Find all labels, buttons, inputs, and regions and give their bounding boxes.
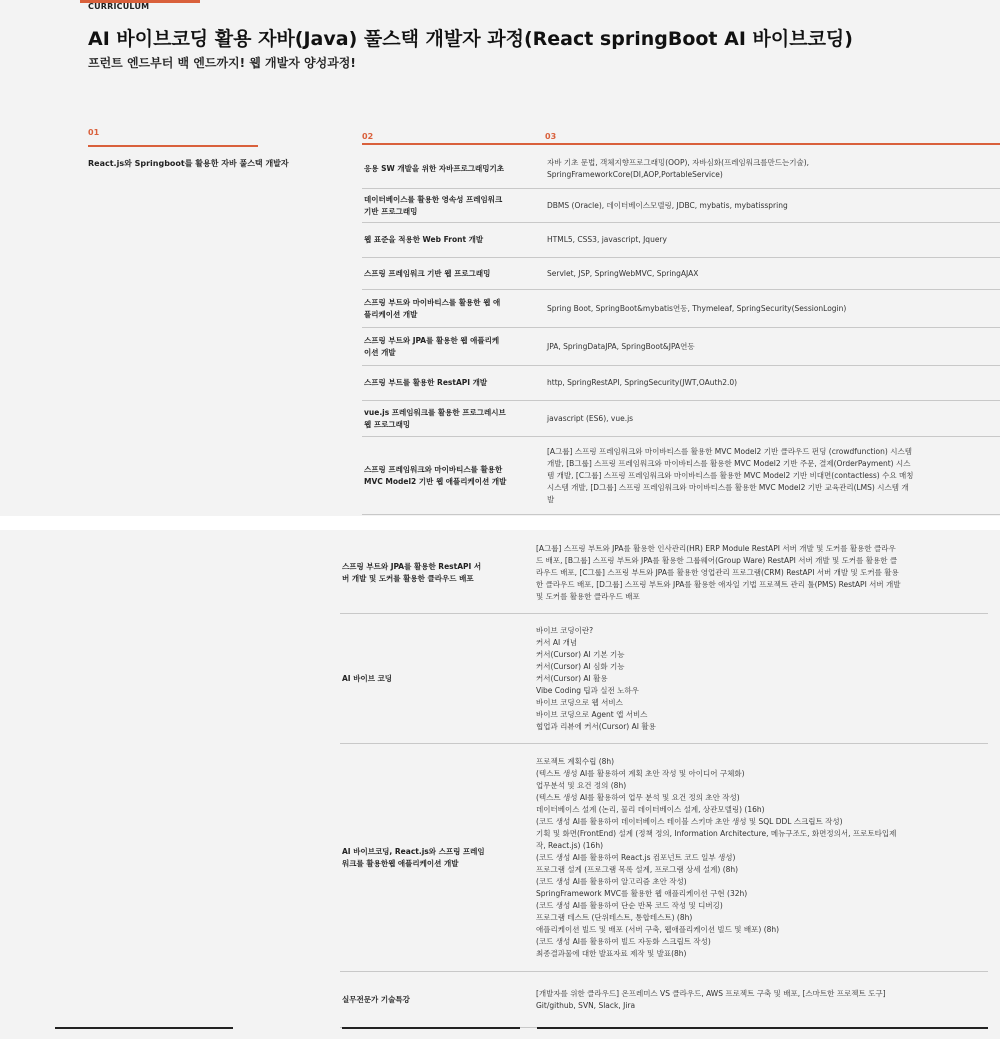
row-subject <box>340 994 536 1006</box>
curriculum-row <box>340 744 988 972</box>
content-line: 기획 및 화면(FrontEnd) 설계 (정책 정의, Information Architecture, 메뉴구조도, 화면정의서, 프로토타입제 <box>536 828 897 838</box>
subject-line: 웹 표준을 적용한 Web Front 개발 <box>364 235 484 244</box>
subject-line: 웹 프로그래밍 <box>364 419 411 429</box>
subject-line: 스프링 부트와 마이바티스를 활용한 웹 애 <box>364 297 501 307</box>
footer-line-right <box>537 1027 988 1029</box>
row-content <box>547 157 997 181</box>
page-title: AI 바이브코딩 활용 자바(Java) 풀스택 개발자 과정(React springBoot AI 바이브코딩) <box>88 28 853 50</box>
row-content <box>536 756 986 960</box>
content-line: Servlet, JSP, SpringWebMVC, SpringAJAX <box>547 268 699 278</box>
content-line: 업무분석 및 요건 정의 (8h) <box>536 780 627 790</box>
content-line: (텍스트 생성 AI를 활용하여 계획 초안 작성 및 아이디어 구체화) <box>536 768 745 778</box>
content-line: 프로그램 테스트 (단위테스트, 통합테스트) (8h) <box>536 912 693 922</box>
row-content <box>547 268 997 280</box>
content-line: 자바 기초 문법, 객체지향프로그래밍(OOP), 자바심화(프레임워크를만드는기술), <box>547 157 810 167</box>
curriculum-row <box>362 223 1000 258</box>
section-label: CURRICULUM <box>88 2 150 11</box>
curriculum-row <box>362 366 1000 401</box>
content-line: javascript (ES6), vue.js <box>547 413 634 423</box>
subject-line: 데이터베이스를 활용한 영속성 프레임워크 <box>364 194 503 204</box>
column-number-03: 03 <box>545 132 557 141</box>
footer-line-mid <box>342 1027 520 1029</box>
subject-line: 응용 SW 개발을 위한 자바프로그래밍기초 <box>364 163 505 173</box>
content-line: 개발, [B그룹] 스프링 프레임워크와 마이바티스를 활용한 MVC Model2 기반 주문, 결제(OrderPayment) 시스 <box>547 458 911 468</box>
row-subject <box>362 297 547 321</box>
row-content <box>547 200 997 212</box>
content-line: 시스템 개발, [D그룹] 스프링 프레임워크와 마이바티스를 활용한 MVC Model2 기반 교육관리(LMS) 시스템 개 <box>547 482 909 492</box>
content-line: 바이브 코딩으로 Agent 앱 서비스 <box>536 709 648 719</box>
subject-line: 워크를 활용한웹 애플리케이션 개발 <box>342 858 459 868</box>
subject-line: MVC Model2 기반 웹 애플리케이션 개발 <box>364 476 507 486</box>
content-line: JPA, SpringDataJPA, SpringBoot&JPA연동 <box>547 341 695 351</box>
row-subject <box>362 234 547 246</box>
row-subject <box>362 377 547 389</box>
subject-line: vue.js 프레임워크를 활용한 프로그레시브 <box>364 407 506 417</box>
content-line: http, SpringRestAPI, SpringSecurity(JWT,OAuth2.0) <box>547 378 738 387</box>
subject-line: 실무전문가 기술특강 <box>342 994 410 1004</box>
row-subject <box>362 407 547 431</box>
curriculum-row <box>362 149 1000 189</box>
curriculum-row <box>362 437 1000 515</box>
row-content <box>547 413 997 425</box>
content-line: Spring Boot, SpringBoot&mybatis연동, Thymeleaf, SpringSecurity(SessionLogin) <box>547 303 847 313</box>
row-subject <box>340 846 536 870</box>
content-line: SpringFramework MVC를 활용한 웹 애플리케이션 구현 (32h) <box>536 888 748 898</box>
content-line: 템 개발, [C그룹] 스프링 프레임워크와 마이바티스를 활용한 MVC Model2 기반 비대면(contactless) 수요 매칭 <box>547 470 914 480</box>
subject-line: 스프링 프레임워크와 마이바티스를 활용한 <box>364 464 503 474</box>
content-line: 라우드 배포, [C그룹] 스프링 부트와 JPA를 활용한 영업관리 프로그램(CRM) RestAPI 서버 개발 및 도커를 활용 <box>536 567 899 577</box>
content-line: 바이브 코딩으로 웹 서비스 <box>536 697 623 707</box>
row-content <box>547 377 997 389</box>
row-content <box>547 446 997 506</box>
footer-line-left <box>55 1027 233 1029</box>
content-line: 협업과 리뷰에 커서(Cursor) AI 활용 <box>536 721 656 731</box>
content-line: (코드 생성 AI를 활용하여 데이터베이스 테이블 스키마 초안 생성 및 SQL DDL 스크립트 작성) <box>536 816 843 826</box>
column-underline-03 <box>545 143 1000 145</box>
content-line: 발 <box>547 494 555 504</box>
row-content <box>547 341 997 353</box>
content-line: 애플리케이션 빌드 및 배포 (서버 구축, 웹애플리케이션 빌드 및 배포) (8h) <box>536 924 780 934</box>
content-line: Vibe Coding 팁과 실전 노하우 <box>536 685 639 695</box>
row-subject <box>362 335 547 359</box>
row-subject <box>340 561 536 585</box>
curriculum-row <box>340 614 988 744</box>
subject-line: 스프링 프레임워크 기반 웹 프로그래밍 <box>364 268 491 278</box>
row-content <box>547 303 997 315</box>
column-underline-01 <box>88 145 258 147</box>
panel-gap <box>0 516 1000 530</box>
content-line: SpringFrameworkCore(DI,AOP,PortableService) <box>547 169 723 179</box>
subject-line: 스프링 부트를 활용한 RestAPI 개발 <box>364 378 488 387</box>
content-line: (텍스트 생성 AI를 활용하여 업무 분석 및 요건 정의 초안 작성) <box>536 792 740 802</box>
content-line: 커서(Cursor) AI 기본 기능 <box>536 649 625 659</box>
curriculum-row <box>340 972 988 1028</box>
content-line: [A그룹] 스프링 부트와 JPA를 활용한 인사관리(HR) ERP Module RestAPI 서버 개발 및 도커를 활용한 클라우 <box>536 543 896 553</box>
content-line: [개발자를 위한 클라우드] 온프레미스 VS 클라우드, AWS 프로젝트 구축 및 배포, [스마트한 프로젝트 도구] <box>536 988 886 998</box>
content-line: (코드 생성 AI를 활용하여 빌드 자동화 스크립트 작성) <box>536 936 711 946</box>
row-subject <box>340 673 536 685</box>
content-line: 커서(Cursor) AI 심화 기능 <box>536 661 625 671</box>
content-line: 데이터베이스 설계 (논리, 물리 데이터베이스 설계, 상관모델링) (16h) <box>536 804 765 814</box>
content-line: DBMS (Oracle), 데이터베이스모델링, JDBC, mybatis, mybatisspring <box>547 200 788 210</box>
subject-line: 이션 개발 <box>364 347 396 357</box>
content-line: 바이브 코딩이란? <box>536 625 594 635</box>
content-line: 커서 AI 개념 <box>536 637 578 647</box>
content-line: 한 클라우드 배포, [D그룹] 스프링 부트와 JPA를 활용한 애자일 기법 프로젝트 관리 툴(PMS) RestAPI 서버 개발 <box>536 579 901 589</box>
content-line: 드 배포, [B그룹] 스프링 부트와 JPA를 활용한 그룹웨어(Group Ware) RestAPI 서버 개발 및 도커를 활용한 클 <box>536 555 898 565</box>
subject-line: 기반 프로그래밍 <box>364 206 418 216</box>
content-line: (코드 생성 AI를 활용하여 알고리즘 초안 작성) <box>536 876 687 886</box>
row-subject <box>362 194 547 218</box>
content-line: 최종결과물에 대한 발표자료 제작 및 발표(8h) <box>536 948 687 958</box>
page-subtitle: 프런트 엔드부터 백 엔드까지! 웹 개발자 양성과정! <box>88 56 356 70</box>
content-line: 프로젝트 계획수립 (8h) <box>536 756 615 766</box>
content-line: 및 도커를 활용한 클라우드 배포 <box>536 591 640 601</box>
column-number-01: 01 <box>88 128 100 137</box>
row-subject <box>362 464 547 488</box>
subject-line: 버 개발 및 도커를 활용한 클라우드 배포 <box>342 573 474 583</box>
curriculum-row <box>340 532 988 614</box>
row-subject <box>362 268 547 280</box>
subject-line: 스프링 부트와 JPA를 활용한 RestAPI 서 <box>342 561 482 571</box>
content-line: HTML5, CSS3, javascript, Jquery <box>547 235 667 244</box>
curriculum-row <box>362 328 1000 366</box>
curriculum-row <box>362 258 1000 290</box>
column-number-02: 02 <box>362 132 374 141</box>
curriculum-row <box>362 290 1000 328</box>
content-line: 작, React.js) (16h) <box>536 840 603 850</box>
curriculum-row <box>362 189 1000 223</box>
row-subject <box>362 163 547 175</box>
content-line: [A그룹] 스프링 프레임워크와 마이바티스를 활용한 MVC Model2 기반 클라우드 펀딩 (crowdfunction) 시스템 <box>547 446 912 456</box>
content-line: Git/github, SVN, Slack, Jira <box>536 1000 636 1010</box>
column-underline-02 <box>362 143 545 145</box>
row-content <box>536 543 986 603</box>
subject-line: AI 바이브 코딩 <box>342 673 393 683</box>
subject-line: 스프링 부트와 JPA를 활용한 웹 애플리케 <box>364 335 500 345</box>
content-line: (코드 생성 AI를 활용하여 React.js 컴포넌트 코드 일부 생성) <box>536 852 736 862</box>
curriculum-row <box>362 401 1000 437</box>
row-content <box>547 234 997 246</box>
content-line: 프로그램 설계 (프로그램 목록 설계, 프로그램 상세 설계) (8h) <box>536 864 739 874</box>
row-content <box>536 988 986 1012</box>
course-name: React.js와 Springboot를 활용한 자바 풀스택 개발자 <box>88 159 289 168</box>
subject-line: AI 바이브코딩, React.js와 스프링 프레임 <box>342 846 485 856</box>
row-content <box>536 625 986 733</box>
subject-line: 플리케이션 개발 <box>364 309 418 319</box>
content-line: 커서(Cursor) AI 활용 <box>536 673 608 683</box>
content-line: (코드 생성 AI를 활용하여 단순 반복 코드 작성 및 디버깅) <box>536 900 723 910</box>
